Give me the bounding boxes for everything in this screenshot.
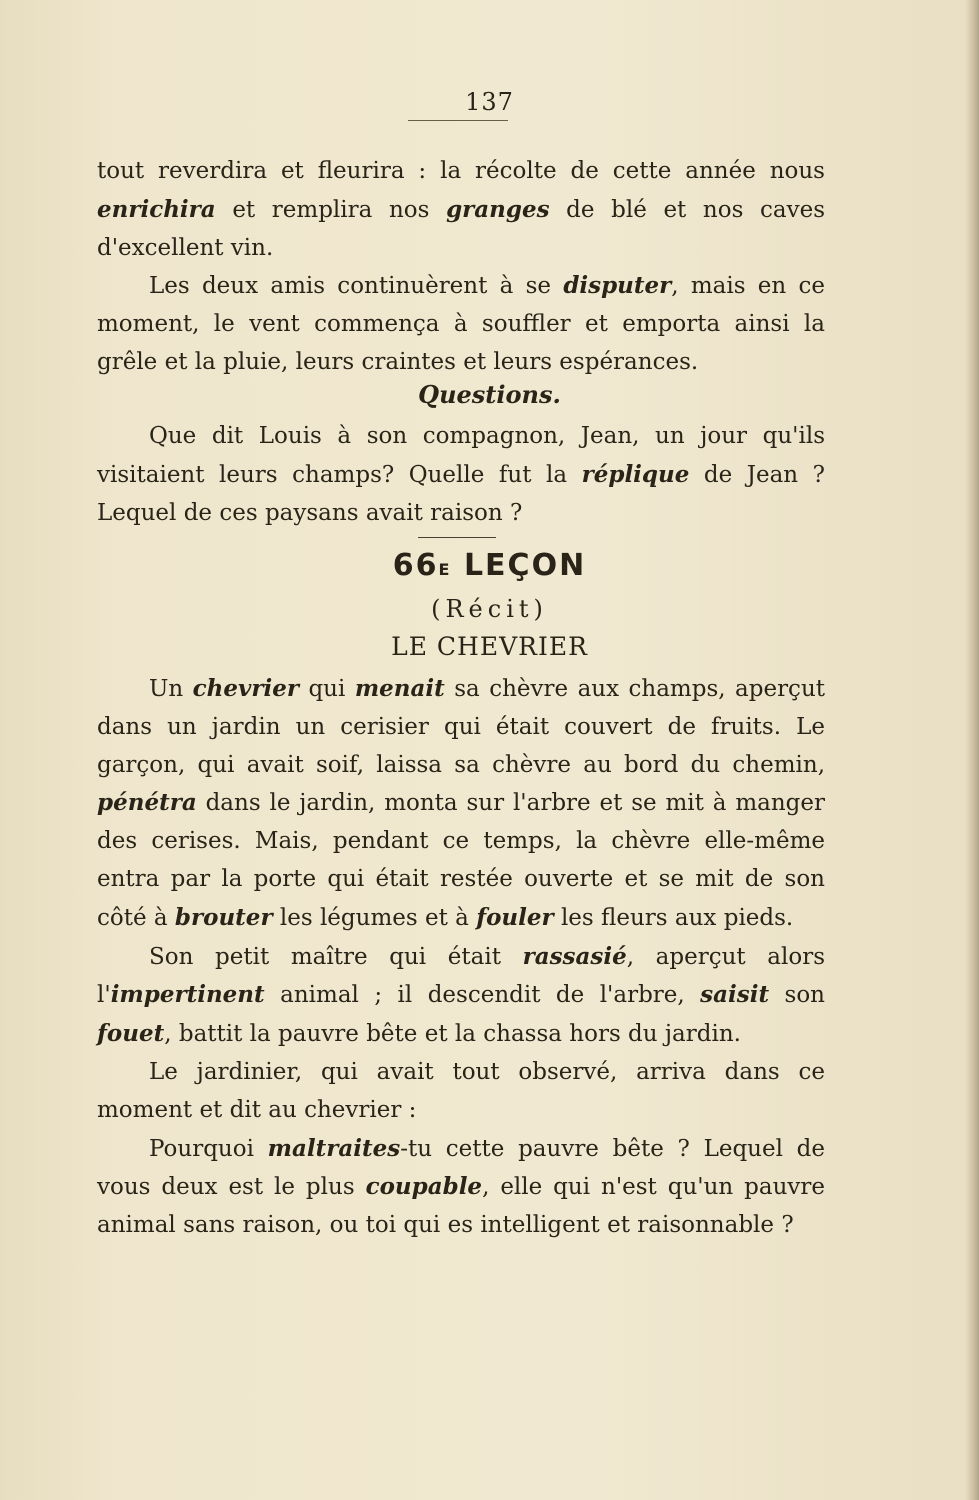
text-run: Le jardinier, qui avait tout observé, arriva dans ce moment et dit au chevrier : xyxy=(97,1058,825,1123)
emphasized-word: fouet xyxy=(97,1020,165,1048)
text-run: , battit la pauvre bête et la chassa hors du jardin. xyxy=(164,1021,741,1048)
text-run: qui xyxy=(299,676,355,702)
text-run: tout reverdira et fleurira : la récolte de cette année nous xyxy=(97,158,825,184)
emphasized-word: rassasié xyxy=(522,942,627,970)
questions-paragraph xyxy=(97,418,825,532)
lesson-number: 66 xyxy=(392,548,439,583)
paragraph xyxy=(97,267,825,381)
questions-block xyxy=(97,418,825,532)
text-run: de blé et nos caves d'excellent vin. xyxy=(97,196,825,261)
questions-heading: Questions. xyxy=(418,380,561,409)
text-run: Que dit Louis à son compagnon, Jean, un jour qu'ils visitaient leurs champs? Quelle fut la xyxy=(97,423,825,488)
text-run: sa chèvre aux champs, aperçut dans un jardin un cerisier qui était couvert de fruits. Le garçon, qui avait soif, laissa sa chèvre au bord du chemin, xyxy=(97,676,825,778)
text-run: , elle qui n'est qu'un pauvre animal sans raison, ou toi qui es intelligent et raisonnable ? xyxy=(97,1174,825,1239)
text-run: et remplira nos xyxy=(215,196,447,223)
lesson-title xyxy=(0,548,979,583)
story-block xyxy=(97,670,825,1245)
emphasized-word: maltraites xyxy=(267,1134,401,1162)
story-title: LE CHEVRIER xyxy=(391,632,588,661)
text-run: -tu cette pauvre bête ? Lequel de vous deux est le plus xyxy=(97,1135,826,1201)
emphasized-word: coupable xyxy=(365,1173,483,1201)
page-number: 137 xyxy=(465,88,514,116)
emphasized-word: menait xyxy=(354,675,445,702)
emphasized-word: réplique xyxy=(581,460,690,488)
text-run: Son petit maître qui était xyxy=(149,943,523,970)
text-block-continuation xyxy=(97,153,825,382)
emphasized-word: impertinent xyxy=(110,981,265,1009)
page-edge-shadow xyxy=(965,0,979,1500)
emphasized-word: saisit xyxy=(700,981,770,1009)
emphasized-word: chevrier xyxy=(192,675,299,702)
emphasized-word: enrichira xyxy=(97,195,216,223)
text-run: Pourquoi xyxy=(149,1135,268,1162)
lesson-number-suffix: E xyxy=(438,560,452,579)
lesson-word: LEÇON xyxy=(463,548,587,583)
text-run: les fleurs aux pieds. xyxy=(553,904,794,931)
text-run: Les deux amis continuèrent à se xyxy=(149,273,564,300)
emphasized-word: fouler xyxy=(476,903,554,931)
text-run: dans le jardin, monta sur l'arbre et se mit à manger des cerises. Mais, pendant ce temps, la chèvre elle-même entra par la porte qui était restée ouverte et se mit de son côté à xyxy=(97,790,825,931)
text-run: les légumes et à xyxy=(272,904,477,931)
story-paragraph xyxy=(97,938,825,1054)
text-run: de Jean ? Lequel de ces paysans avait raison ? xyxy=(97,461,825,526)
text-run: , mais en ce moment, le vent commença à souffler et emporta ainsi la grêle et la pluie, leurs craintes et leurs espérances. xyxy=(97,273,825,375)
emphasized-word: pénétra xyxy=(97,789,197,817)
emphasized-word: brouter xyxy=(174,903,273,931)
text-run: Un xyxy=(149,676,193,702)
lesson-subtitle: (Récit) xyxy=(431,595,548,623)
story-paragraph xyxy=(97,1054,825,1130)
text-run: , aperçut alors l' xyxy=(97,943,825,1009)
story-paragraph xyxy=(97,1130,825,1245)
text-run: animal ; il descendit de l'arbre, xyxy=(264,982,701,1009)
paragraph xyxy=(97,153,825,267)
text-run: son xyxy=(769,982,825,1009)
emphasized-word: disputer xyxy=(563,272,672,300)
section-divider xyxy=(418,537,496,538)
page-number-rule xyxy=(408,120,508,121)
emphasized-word: granges xyxy=(446,195,550,223)
story-paragraph xyxy=(97,670,825,938)
